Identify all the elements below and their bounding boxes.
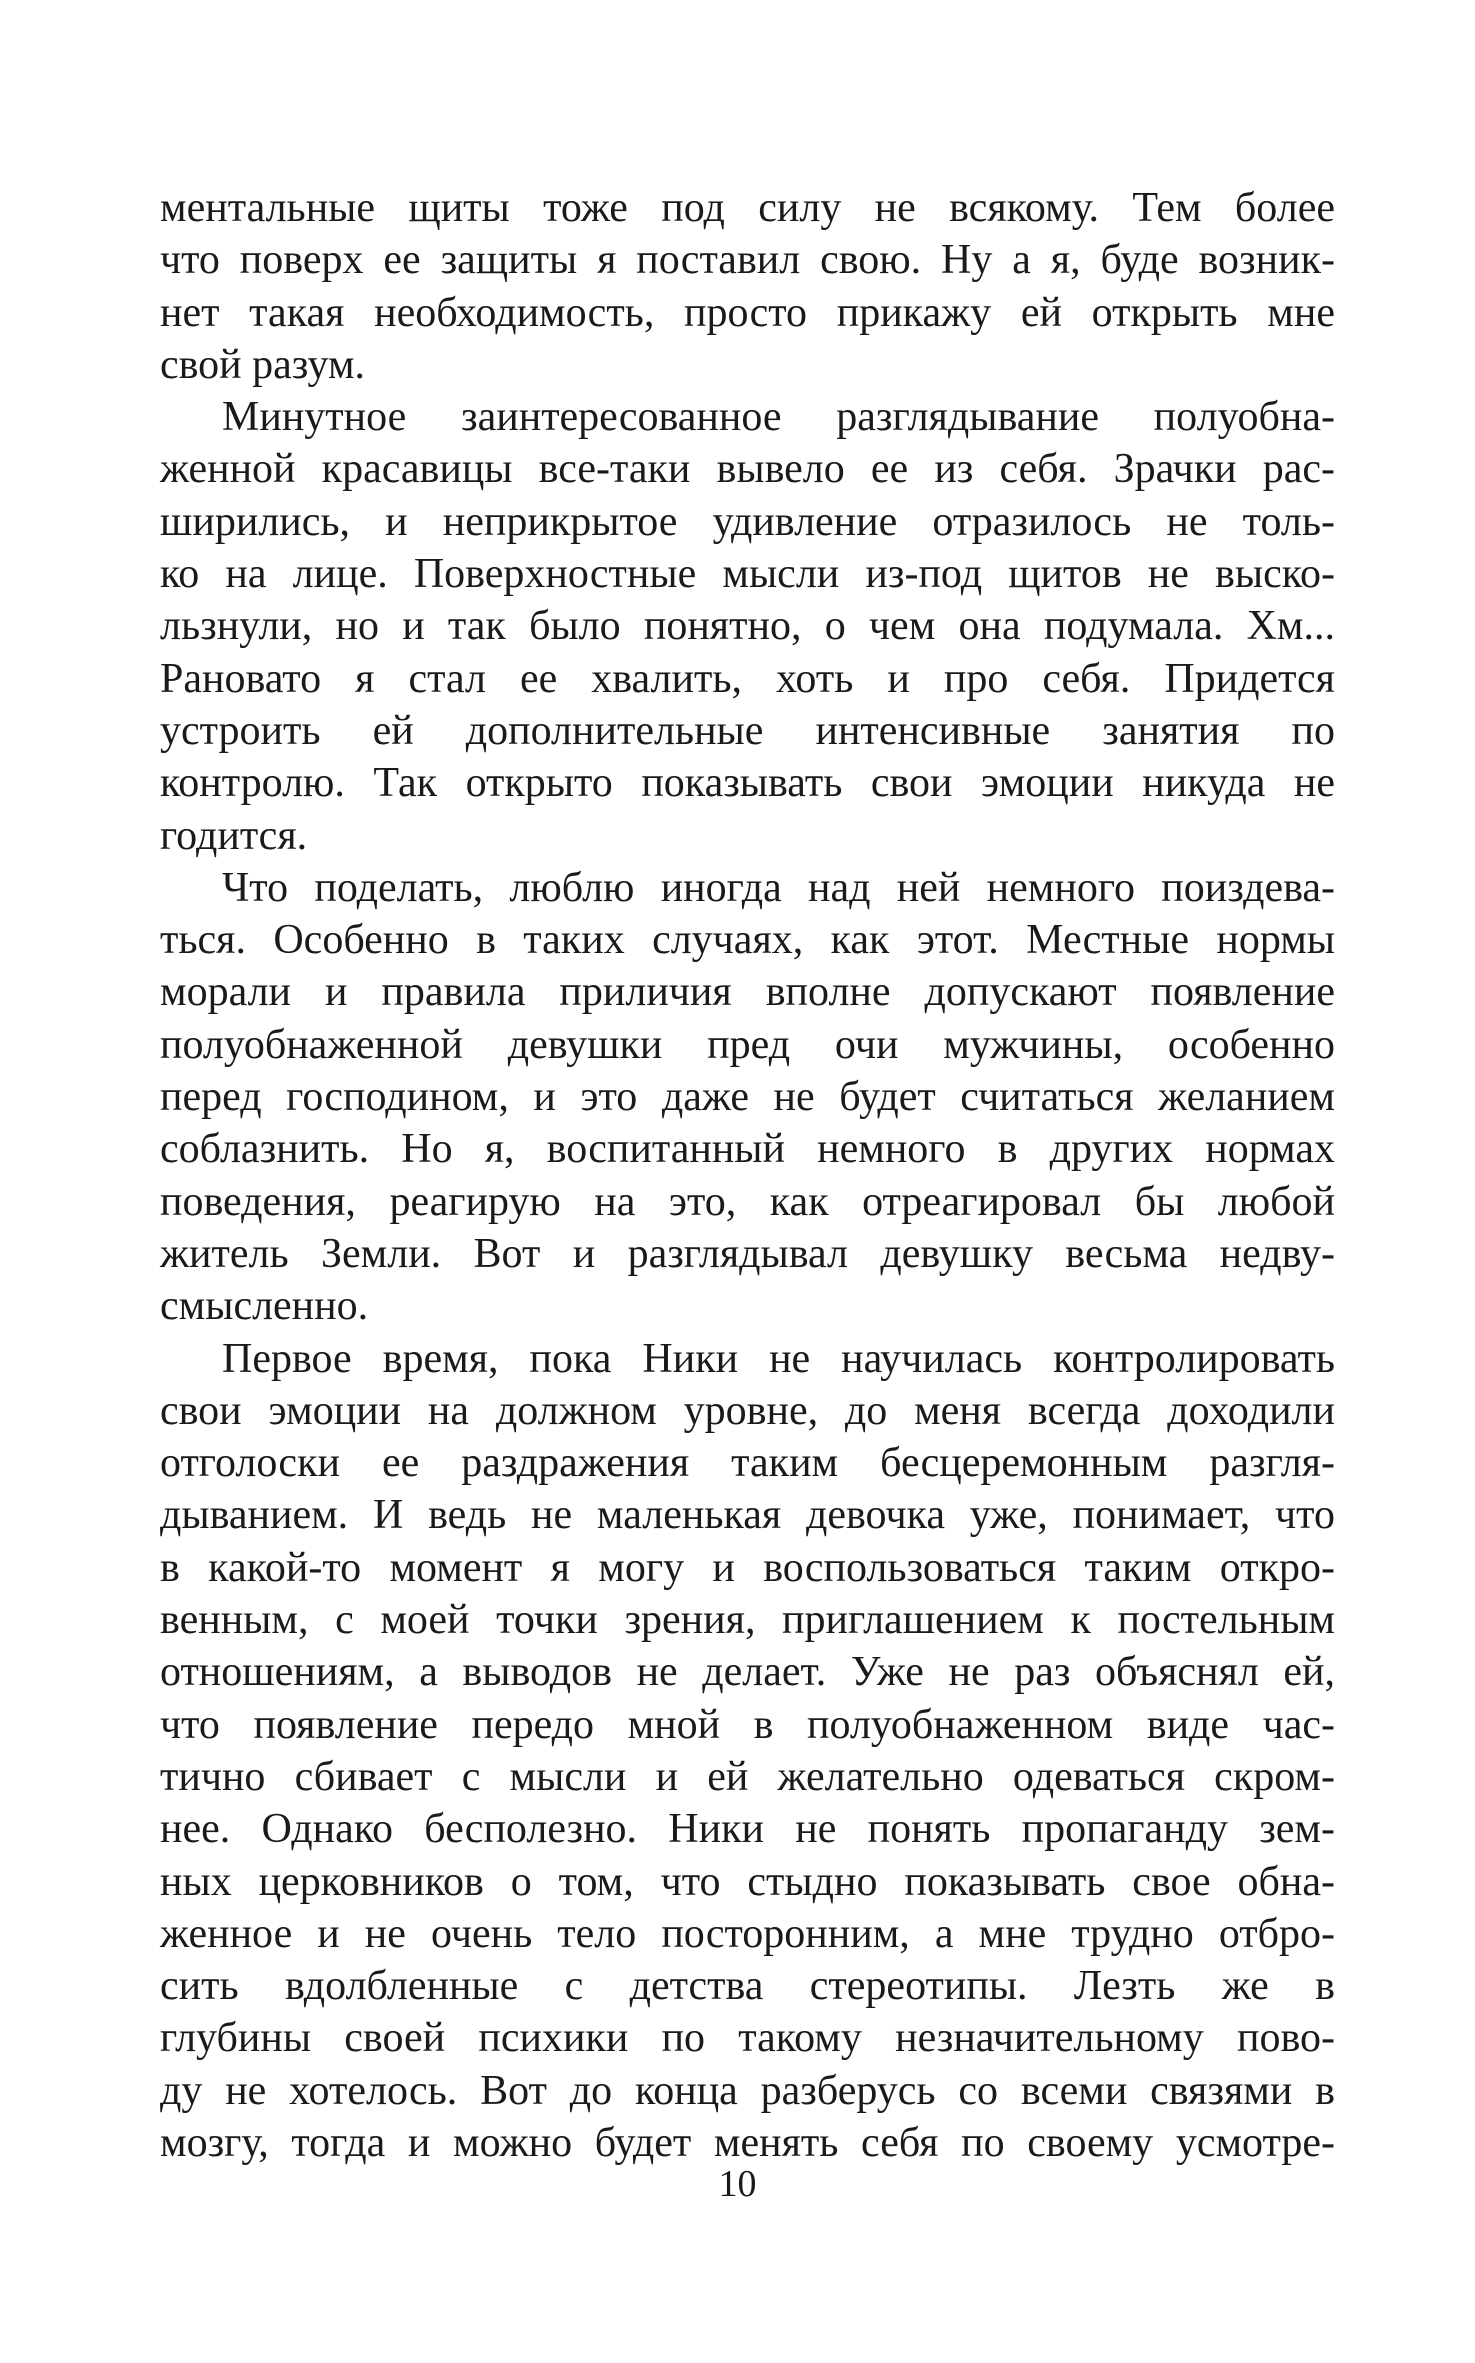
- text-line: льзнули, но и так было понятно, о чем она подумала. Хм...: [160, 603, 1335, 650]
- text-line: полуобнаженной девушки пред очи мужчины, особенно: [160, 1021, 1335, 1068]
- text-line: Минутное заинтересованное разглядывание полуобна-: [222, 394, 1335, 441]
- text-line: нет такая необходимость, просто прикажу ей открыть мне: [160, 289, 1335, 336]
- text-line: перед господином, и это даже не будет считаться желанием: [160, 1074, 1335, 1121]
- page-number: 10: [718, 2163, 757, 2205]
- text-line: устроить ей дополнительные интенсивные занятия по: [160, 707, 1335, 754]
- text-line: годится.: [160, 812, 308, 859]
- text-line: мозгу, тогда и можно будет менять себя по своему усмотре-: [160, 2119, 1335, 2166]
- text-line: тично сбивает с мысли и ей желательно одеваться скром-: [160, 1753, 1335, 1800]
- page-body: [160, 182, 1335, 2169]
- text-line: женное и не очень тело посторонним, а мне трудно отбро-: [160, 1910, 1335, 1957]
- text-line: ду не хотелось. Вот до конца разберусь со всеми связями в: [160, 2067, 1335, 2114]
- text-line: сить вдолбленные с детства стереотипы. Лезть же в: [160, 1963, 1335, 2010]
- text-line: ться. Особенно в таких случаях, как этот. Местные нормы: [160, 917, 1335, 964]
- text-line: глубины своей психики по такому незначительному пово-: [160, 2015, 1335, 2062]
- text-line: женной красавицы все-таки вывело ее из себя. Зрачки рас-: [160, 446, 1335, 493]
- text-line: ных церковников о том, что стыдно показывать свое обна-: [160, 1858, 1335, 1905]
- text-line: свой разум.: [160, 341, 366, 388]
- text-line: что появление передо мной в полуобнаженном виде час-: [160, 1701, 1335, 1748]
- text-line: Первое время, пока Ники не научилась контролировать: [222, 1335, 1335, 1382]
- text-line: смысленно.: [160, 1283, 369, 1330]
- text-line: контролю. Так открыто показывать свои эмоции никуда не: [160, 760, 1335, 807]
- text-line: свои эмоции на должном уровне, до меня всегда доходили: [160, 1387, 1335, 1434]
- text-line: что поверх ее защиты я поставил свою. Ну а я, буде возник-: [160, 237, 1335, 284]
- text-line: венным, с моей точки зрения, приглашением к постельным: [160, 1597, 1335, 1644]
- text-line: морали и правила приличия вполне допускают появление: [160, 969, 1335, 1016]
- text-line: отношениям, а выводов не делает. Уже не раз объяснял ей,: [160, 1649, 1335, 1696]
- text-line: Рановато я стал ее хвалить, хоть и про себя. Придется: [160, 655, 1335, 702]
- text-line: ментальные щиты тоже под силу не всякому. Тем более: [160, 185, 1335, 231]
- text-line: житель Земли. Вот и разглядывал девушку весьма недву-: [160, 1230, 1335, 1277]
- text-line: нее. Однако бесполезно. Ники не понять пропаганду зем-: [160, 1806, 1335, 1853]
- text-line: Что поделать, люблю иногда над ней немного поиздева-: [222, 864, 1335, 911]
- text-line: отголоски ее раздражения таким бесцеремонным разгля-: [160, 1440, 1335, 1487]
- text-line: поведения, реагирую на это, как отреагировал бы любой: [160, 1178, 1335, 1225]
- text-line: соблазнить. Но я, воспитанный немного в других нормах: [160, 1126, 1335, 1173]
- text-line: ко на лице. Поверхностные мысли из-под щитов не выско-: [160, 551, 1335, 598]
- text-line: дыванием. И ведь не маленькая девочка уже, понимает, что: [160, 1492, 1335, 1539]
- text-line: в какой-то момент я могу и воспользоваться таким откро-: [160, 1544, 1335, 1591]
- text-line: ширились, и неприкрытое удивление отразилось не толь-: [160, 498, 1335, 545]
